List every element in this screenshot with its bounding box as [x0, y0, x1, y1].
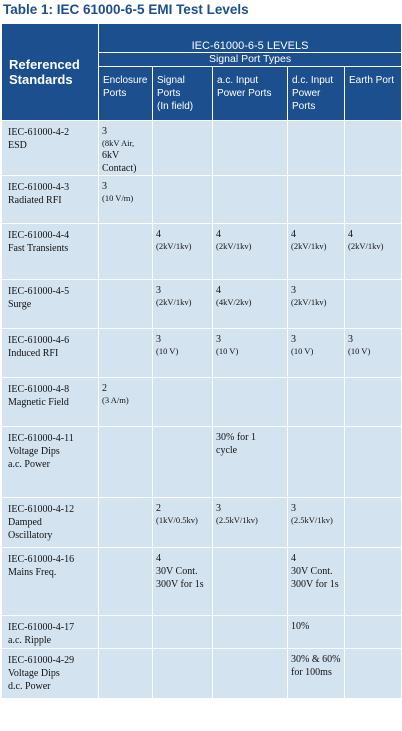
level-cell-earth-port [345, 224, 402, 280]
column-header-line: Earth Port [349, 75, 395, 86]
level-line: 30% & 60% [291, 654, 341, 665]
table-row [2, 378, 402, 427]
level-cell-earth-port [345, 280, 402, 329]
standard-line: Surge [8, 299, 32, 310]
level-line: 4 [216, 285, 221, 296]
level-cell-ac-input-power-ports [213, 378, 288, 427]
level-cell-earth-port [345, 649, 402, 699]
level-cell-signal-ports [153, 280, 213, 329]
level-cell-ac-input-power-ports [213, 224, 288, 280]
column-header-line: d.c. Input [292, 75, 334, 86]
column-header-line: Power Ports [217, 88, 272, 99]
table-row [2, 616, 402, 649]
level-cell-enclosure-ports [99, 378, 153, 427]
level-cell-earth-port [345, 121, 402, 176]
level-cell-earth-port [345, 616, 402, 649]
level-line: 3 [291, 334, 296, 345]
level-line: (10 V/m) [102, 193, 134, 203]
level-cell-dc-input-power-ports [288, 498, 345, 548]
level-line: (4kV/2kv) [216, 297, 252, 307]
level-cell-enclosure-ports [99, 498, 153, 548]
standard-line: IEC-61000-4-3 [8, 182, 70, 193]
standard-line: IEC-61000-4-17 [8, 622, 75, 633]
level-line: 3 [348, 334, 353, 345]
standard-cell [2, 427, 99, 498]
standard-cell [2, 224, 99, 280]
standard-line: IEC-61000-4-5 [8, 286, 70, 297]
level-line: 2 [156, 503, 161, 514]
standard-cell [2, 548, 99, 616]
level-cell-ac-input-power-ports [213, 616, 288, 649]
signal-port-types-header: Signal Port Types [99, 53, 402, 67]
level-cell-signal-ports [153, 329, 213, 378]
level-cell-signal-ports [153, 176, 213, 224]
level-line: 3 [156, 285, 161, 296]
level-line: 3 [291, 285, 296, 296]
level-cell-signal-ports [153, 498, 213, 548]
standard-line: Magnetic Field [8, 397, 69, 408]
level-cell-ac-input-power-ports [213, 329, 288, 378]
level-line: 4 [291, 229, 296, 240]
level-cell-signal-ports [153, 224, 213, 280]
standard-cell [2, 329, 99, 378]
level-line: for 100ms [291, 667, 332, 678]
level-line: 10% [291, 621, 310, 632]
level-line: (3 A/m) [102, 395, 129, 405]
standard-line: IEC-61000-4-4 [8, 230, 70, 241]
level-line: 30V Cont. [291, 566, 333, 577]
standard-line: IEC-61000-4-11 [8, 433, 74, 444]
standard-cell [2, 649, 99, 699]
level-cell-signal-ports [153, 427, 213, 498]
level-cell-enclosure-ports [99, 427, 153, 498]
level-cell-dc-input-power-ports [288, 121, 345, 176]
table-row [2, 280, 402, 329]
column-header-earth-port [345, 67, 402, 121]
level-line: (10 V) [291, 346, 314, 356]
level-line: (2.5kV/1kv) [291, 515, 333, 525]
level-cell-signal-ports [153, 649, 213, 699]
level-line: 4 [291, 553, 296, 564]
standard-line: IEC-61000-4-16 [8, 554, 75, 565]
level-cell-earth-port [345, 329, 402, 378]
table-row [2, 176, 402, 224]
column-header-line: Enclosure [103, 75, 148, 86]
level-line: 3 [216, 334, 221, 345]
table-row [2, 121, 402, 176]
level-cell-signal-ports [153, 378, 213, 427]
level-cell-dc-input-power-ports [288, 616, 345, 649]
level-cell-ac-input-power-ports [213, 280, 288, 329]
level-cell-enclosure-ports [99, 329, 153, 378]
levels-header: IEC-61000-6-5 LEVELS [99, 24, 402, 53]
table-row [2, 498, 402, 548]
standard-line: a.c. Ripple [8, 635, 52, 646]
column-header-enclosure-ports [99, 67, 153, 121]
level-line: (2kV/1kv) [156, 297, 192, 307]
standard-cell [2, 498, 99, 548]
standard-cell [2, 176, 99, 224]
level-line: (2kV/1kv) [291, 241, 327, 251]
level-cell-dc-input-power-ports [288, 649, 345, 699]
level-line: 6kV Contact) [102, 150, 137, 174]
level-line: 3 [291, 503, 296, 514]
level-line: (1kV/0.5kv) [156, 515, 198, 525]
level-cell-enclosure-ports [99, 649, 153, 699]
standard-line: IEC-61000-4-12 [8, 504, 75, 515]
standard-line: Induced RFI [8, 348, 59, 359]
level-cell-dc-input-power-ports [288, 548, 345, 616]
table-row [2, 329, 402, 378]
standard-cell [2, 616, 99, 649]
standard-cell [2, 121, 99, 176]
standard-line: Mains Freq. [8, 567, 57, 578]
level-line: (10 V) [216, 346, 239, 356]
level-cell-enclosure-ports [99, 121, 153, 176]
column-header-line: a.c. Input [217, 75, 259, 86]
level-cell-ac-input-power-ports [213, 176, 288, 224]
level-line: 2 [102, 383, 107, 394]
column-header-dc-input-power-ports [288, 67, 345, 121]
level-cell-signal-ports [153, 548, 213, 616]
level-line: 4 [156, 553, 161, 564]
column-header-line: (In field) [157, 101, 194, 112]
level-cell-ac-input-power-ports [213, 498, 288, 548]
standard-line: IEC-61000-4-29 [8, 655, 75, 666]
level-line: 3 [216, 503, 221, 514]
level-line: 4 [216, 229, 221, 240]
standard-line: IEC-61000-4-8 [8, 384, 70, 395]
level-cell-ac-input-power-ports [213, 649, 288, 699]
standard-line: a.c. Power [8, 459, 50, 470]
level-line: (2kV/1kv) [156, 241, 192, 251]
table-row [2, 548, 402, 616]
level-line: cycle [216, 445, 238, 456]
level-cell-dc-input-power-ports [288, 176, 345, 224]
level-cell-ac-input-power-ports [213, 121, 288, 176]
level-line: (2kV/1kv) [291, 297, 327, 307]
standard-line: Radiated RFI [8, 195, 62, 206]
level-line: (10 V) [348, 346, 371, 356]
standard-line: Voltage Dips [8, 446, 60, 457]
level-cell-enclosure-ports [99, 280, 153, 329]
level-cell-dc-input-power-ports [288, 280, 345, 329]
level-line: (2kV/1kv) [216, 241, 252, 251]
level-cell-earth-port [345, 378, 402, 427]
emi-test-levels-table [1, 23, 402, 699]
table-row [2, 427, 402, 498]
level-cell-ac-input-power-ports [213, 548, 288, 616]
standard-line: d.c. Power [8, 681, 51, 692]
level-cell-enclosure-ports [99, 616, 153, 649]
level-line: 300V for 1s [291, 579, 339, 590]
table-row [2, 224, 402, 280]
level-cell-dc-input-power-ports [288, 224, 345, 280]
column-header-signal-ports [153, 67, 213, 121]
level-line: (2kV/1kv) [348, 241, 384, 251]
referenced-standards-header [2, 24, 99, 121]
standard-line: IEC-61000-4-2 [8, 127, 70, 138]
level-cell-dc-input-power-ports [288, 329, 345, 378]
column-header-line: Power Ports [292, 88, 321, 112]
level-cell-earth-port [345, 427, 402, 498]
level-cell-signal-ports [153, 616, 213, 649]
column-header-line: Signal [157, 75, 185, 86]
column-header-ac-input-power-ports [213, 67, 288, 121]
level-cell-signal-ports [153, 121, 213, 176]
standard-line: Damped [8, 517, 42, 528]
column-header-line: Ports [157, 88, 181, 99]
level-cell-dc-input-power-ports [288, 378, 345, 427]
level-line: 4 [348, 229, 353, 240]
table-title: Table 1: IEC 61000-6-5 EMI Test Levels [3, 2, 249, 17]
level-line: (10 V) [156, 346, 179, 356]
level-line: 300V for 1s [156, 579, 204, 590]
standard-line: Voltage Dips [8, 668, 60, 679]
level-cell-earth-port [345, 176, 402, 224]
standard-line: IEC-61000-4-6 [8, 335, 70, 346]
column-header-line: Ports [103, 88, 127, 99]
level-cell-enclosure-ports [99, 548, 153, 616]
level-line: 4 [156, 229, 161, 240]
standards-label: Standards [9, 72, 73, 87]
level-cell-earth-port [345, 498, 402, 548]
level-cell-dc-input-power-ports [288, 427, 345, 498]
standard-line: Fast Transients [8, 243, 69, 254]
level-line: (2.5kV/1kv) [216, 515, 258, 525]
level-cell-enclosure-ports [99, 224, 153, 280]
level-cell-earth-port [345, 548, 402, 616]
level-line: 30% for 1 [216, 432, 256, 443]
level-line: 3 [102, 126, 107, 137]
standard-cell [2, 280, 99, 329]
level-line: 3 [102, 181, 107, 192]
level-cell-enclosure-ports [99, 176, 153, 224]
level-line: 3 [156, 334, 161, 345]
standard-line: Oscillatory [8, 530, 53, 541]
table-row [2, 649, 402, 699]
level-line: (8kV Air, [102, 138, 135, 148]
referenced-label: Referenced [9, 57, 80, 72]
standard-cell [2, 378, 99, 427]
level-line: 30V Cont. [156, 566, 198, 577]
level-cell-ac-input-power-ports [213, 427, 288, 498]
standard-line: ESD [8, 140, 27, 151]
